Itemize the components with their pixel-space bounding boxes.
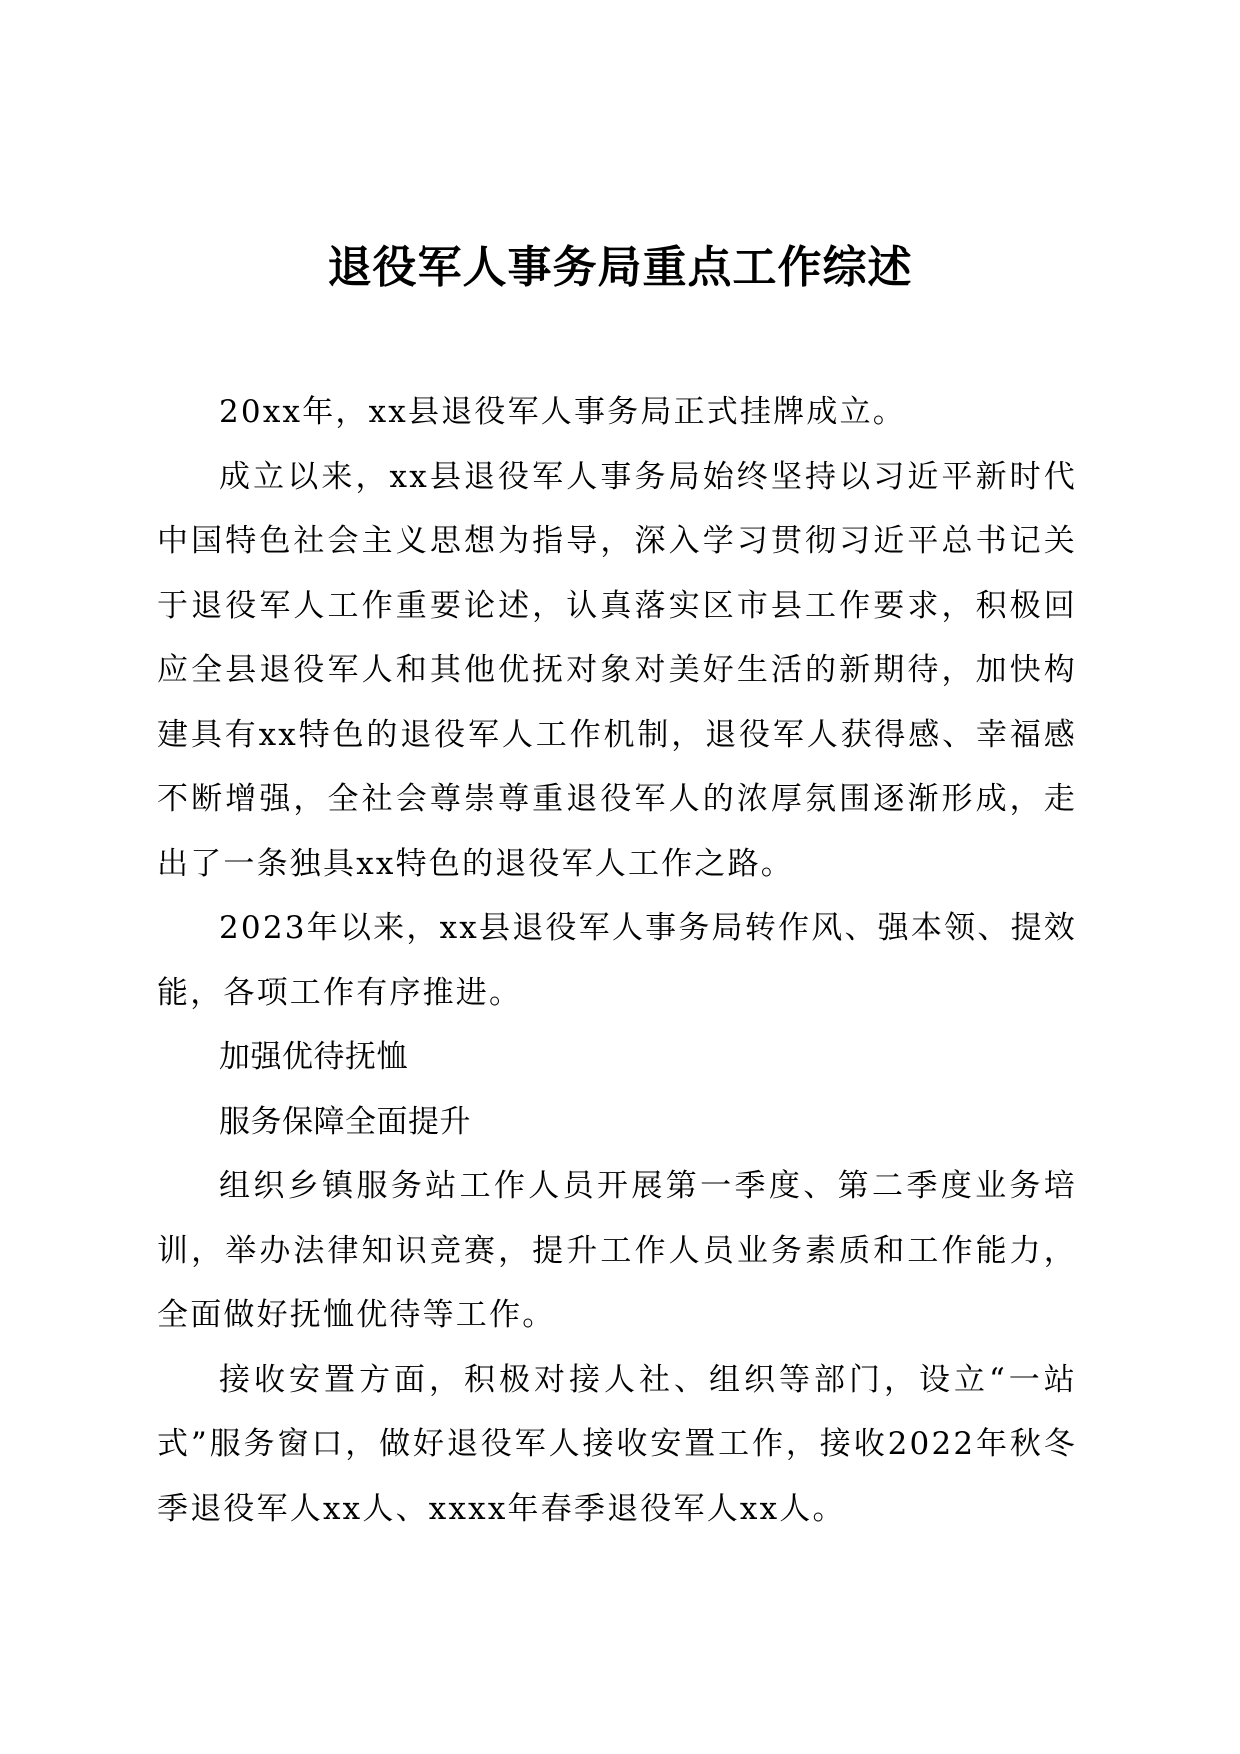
paragraph-placement: 接收安置方面，积极对接人社、组织等部门，设立“一站式”服务窗口，做好退役军人接收安置工作，接收2022年秋冬季退役军人xx人、xxxx年春季退役军人xx人。 <box>157 1361 1077 1527</box>
paragraph-training: 组织乡镇服务站工作人员开展第一季度、第二季度业务培训，举办法律知识竞赛，提升工作人员业务素质和工作能力，全面做好抚恤优待等工作。 <box>157 1168 1077 1333</box>
subsection-heading: 服务保障全面提升 <box>219 1103 471 1140</box>
paragraph-founding: 20xx年，xx县退役军人事务局正式挂牌成立。 <box>219 394 906 430</box>
document-title: 退役军人事务局重点工作综述 <box>327 242 913 293</box>
section-heading: 加强优待抚恤 <box>219 1039 408 1075</box>
document-body <box>157 380 1077 1541</box>
paragraph-since-founding: 成立以来，xx县退役军人事务局始终坚持以习近平新时代中国特色社会主义思想为指导，深入学习贯彻习近平总书记关于退役军人工作重要论述，认真落实区市县工作要求，积极回应全县退役军人和其他优抚对象对美好生活的新期待，加快构建具有xx特色的退役军人工作机制，退役军人获得感、幸福感不断增强，全社会尊崇尊重退役军人的浓厚氛围逐渐形成，走出了一条独具xx特色的退役军人工作之路。 <box>157 458 1077 882</box>
paragraph-2023-progress: 2023年以来，xx县退役军人事务局转作风、强本领、提效能，各项工作有序推进。 <box>157 910 1077 1011</box>
